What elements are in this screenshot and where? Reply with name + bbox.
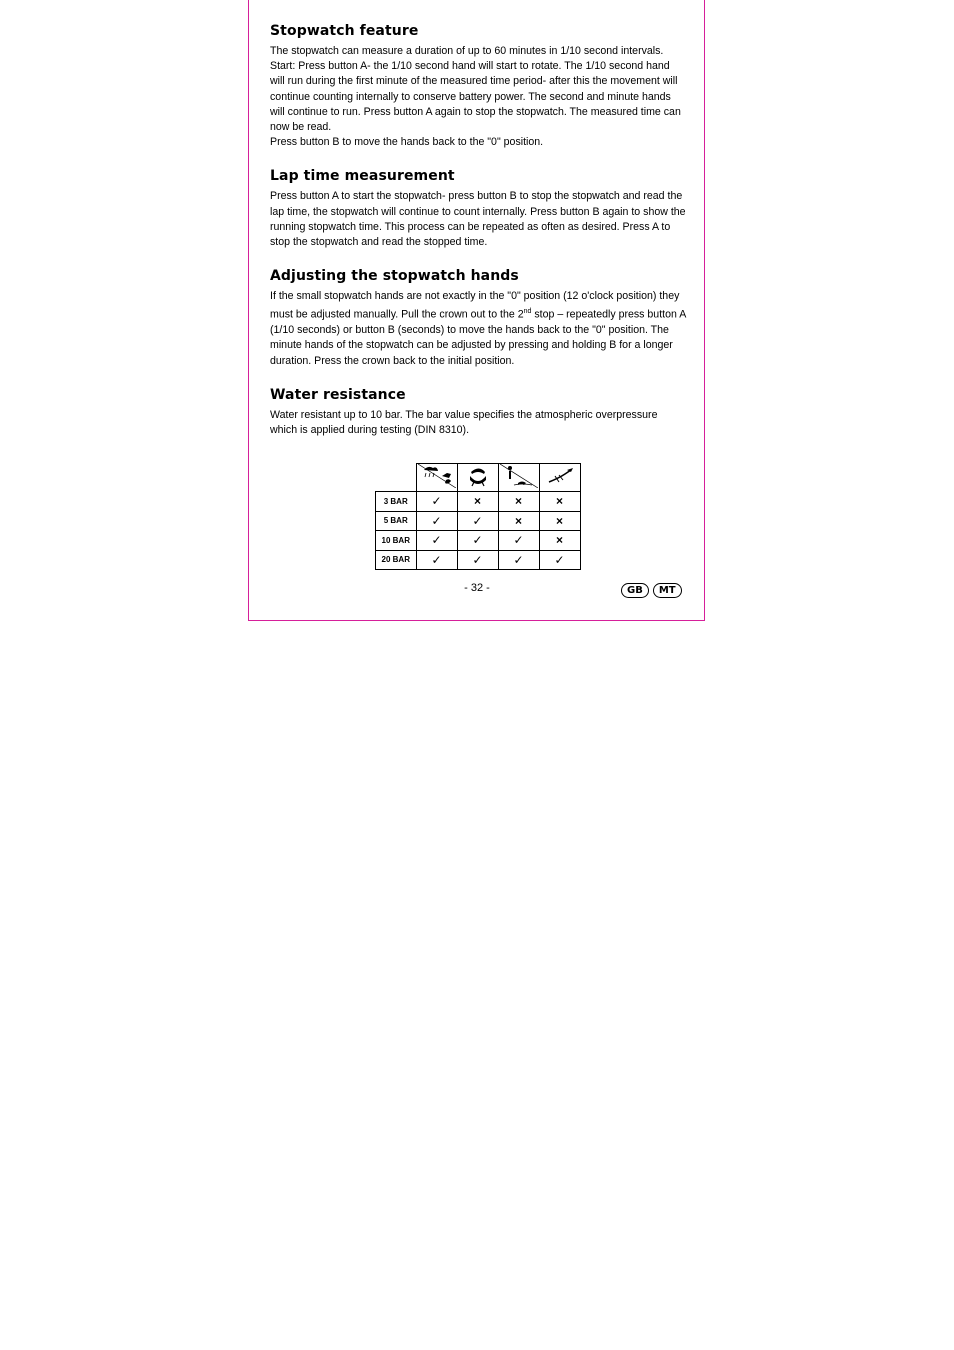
language-badge-mt: MT bbox=[653, 583, 682, 598]
paragraph bbox=[270, 289, 686, 369]
icon-row bbox=[376, 464, 581, 492]
section-title: Stopwatch feature bbox=[270, 23, 419, 39]
cross-cell: × bbox=[539, 492, 580, 512]
check-cell: ✓ bbox=[498, 531, 539, 551]
bar-label: 5 BAR bbox=[376, 511, 417, 531]
check-cell: ✓ bbox=[416, 531, 457, 551]
paragraph: Water resistant up to 10 bar. The bar value specifies the atmospheric overpressure which is applied during testing (DIN 8310). bbox=[270, 408, 658, 436]
paragraph-text: If the small stopwatch hands are not exactly in the "0" position (12 o'clock position) they must be adjusted manually. Pull the crown out to the 2 bbox=[270, 290, 680, 321]
paragraph: Press button B to move the hands back to the "0" position. bbox=[270, 136, 544, 149]
empty-corner bbox=[376, 464, 417, 492]
bar-label: 3 BAR bbox=[376, 492, 417, 512]
rain-splash-icon bbox=[416, 464, 457, 492]
check-cell: ✓ bbox=[416, 550, 457, 570]
document-content bbox=[270, 22, 686, 455]
paragraph: Start: Press button A- the 1/10 second hand will start to rotate. The 1/10 second hand will run during the first minute of the measured time period- after this the movement will continue counting internally to conserve battery power. The second and minute hands will continue to run. Press button A again to stop the stopwatch. The measured time can now be read. bbox=[270, 60, 681, 134]
bar-label: 20 BAR bbox=[376, 550, 417, 570]
check-cell: ✓ bbox=[457, 511, 498, 531]
check-cell: ✓ bbox=[539, 550, 580, 570]
section-stopwatch-feature bbox=[270, 22, 686, 150]
section-adjusting-hands bbox=[270, 267, 686, 369]
swimming-icon bbox=[498, 464, 539, 492]
table-row bbox=[376, 550, 581, 570]
language-badges bbox=[621, 583, 682, 598]
check-cell: ✓ bbox=[416, 492, 457, 512]
table-row bbox=[376, 531, 581, 551]
section-title: Adjusting the stopwatch hands bbox=[270, 268, 519, 285]
section-title: Lap time measurement bbox=[270, 168, 455, 185]
paragraph: Press button A to start the stopwatch- press button B to stop the stopwatch and read the lap time, the stopwatch will continue to count internally. Press button B again to show the running stopwatch time. This process can be repeated as often as desired. Press A to stop the stopwatch and read the stopped time. bbox=[270, 190, 686, 249]
paragraph: The stopwatch can measure a duration of up to 60 minutes in 1/10 second intervals. bbox=[270, 45, 664, 57]
diving-icon bbox=[539, 464, 580, 492]
check-cell: ✓ bbox=[498, 550, 539, 570]
cross-cell: × bbox=[539, 511, 580, 531]
check-cell: ✓ bbox=[457, 550, 498, 570]
language-badge-gb: GB bbox=[621, 583, 649, 598]
section-title: Water resistance bbox=[270, 386, 406, 403]
cross-cell: × bbox=[498, 511, 539, 531]
cross-cell: × bbox=[457, 492, 498, 512]
table-row bbox=[376, 511, 581, 531]
page-number: - 32 - bbox=[464, 582, 490, 594]
check-cell: ✓ bbox=[457, 531, 498, 551]
check-cell: ✓ bbox=[416, 511, 457, 531]
section-water-resistance bbox=[270, 386, 686, 438]
cross-cell: × bbox=[539, 531, 580, 551]
shower-icon bbox=[457, 464, 498, 492]
table-row bbox=[376, 492, 581, 512]
ordinal-suffix: nd bbox=[523, 308, 532, 316]
cross-cell: × bbox=[498, 492, 539, 512]
paragraph-text: stop – repeatedly press button A (1/10 seconds) or button B (seconds) to move the hands back to the "0" position. The minute hands of the stopwatch can be adjusted by pressing and holding B for a longer duration. Press the crown back to the initial position. bbox=[270, 308, 686, 367]
section-lap-time bbox=[270, 167, 686, 250]
water-resistance-table bbox=[375, 463, 581, 570]
bar-label: 10 BAR bbox=[376, 531, 417, 551]
